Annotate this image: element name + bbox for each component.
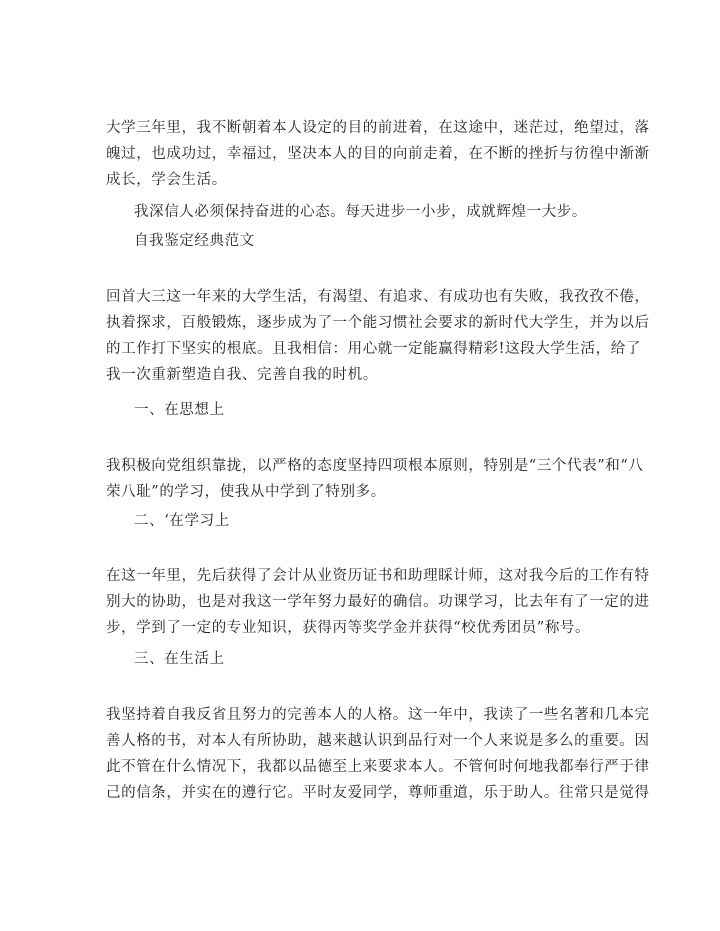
- paragraph-motto: 我深信人必须保持奋进的心态。每天进步一小步，成就辉煌一大步。: [134, 204, 587, 220]
- paragraph-intro: [106, 115, 650, 193]
- text-line: 回首大三这一年来的大学生活，有渴望、有追求、有成功也有失败，我孜孜不倦，: [106, 289, 650, 305]
- text-line: 我坚持着自我反省且努力的完善本人的人格。这一年中，我读了一些名著和几本完: [106, 707, 650, 723]
- paragraph-study: [106, 563, 650, 641]
- text-line: 魄过，也成功过，幸福过，坚决本人的目的向前走着，在不断的挫折与彷徨中渐渐: [106, 146, 650, 162]
- paragraph-life: [106, 702, 650, 806]
- text-line: 我积极向党组织靠拢，以严格的态度坚持四项根本原则，特别是“三个代表”和“八: [106, 458, 644, 474]
- text-line: 荣八耻”的学习，使我从中学到了特别多。: [106, 484, 386, 500]
- text-line: 的工作打下坚实的根底。且我相信：用心就一定能赢得精彩!这段大学生活，给了: [106, 341, 641, 357]
- text-line: 在这一年里，先后获得了会计从业资历证书和助理睬计师，这对我今后的工作有特: [106, 568, 650, 584]
- text-line: 我一次重新塑造自我、完善自我的时机。: [106, 367, 378, 383]
- document-heading: 自我鉴定经典范文: [134, 233, 255, 249]
- text-line: 别大的协助，也是对我这一学年努力最好的确信。功课学习，比去年有了一定的进: [106, 594, 650, 610]
- text-line: 善人格的书，对本人有所协助，越来越认识到品行对一个人来说是多么的重要。因: [106, 733, 650, 749]
- text-line: 大学三年里，我不断朝着本人设定的目的前进着，在这途中，迷茫过，绝望过，落: [106, 120, 650, 136]
- text-line: 此不管在什么情况下，我都以品德至上来要求本人。不管何时何地我都奉行严于律: [106, 759, 650, 775]
- text-line: 执着探求，百般锻炼，逐步成为了一个能习惯社会要求的新时代大学生，并为以后: [106, 315, 650, 331]
- text-line: 成长，学会生活。: [106, 172, 227, 188]
- text-line: 步，学到了一定的专业知识，获得丙等奖学金并获得“校优秀团员”称号。: [106, 620, 591, 636]
- section-heading-thought: 一、在思想上: [134, 402, 225, 418]
- paragraph-review: [106, 284, 650, 388]
- paragraph-thought: [106, 453, 644, 505]
- section-heading-life: 三、在生活上: [134, 651, 225, 667]
- section-heading-study: 二、‘在学习上: [134, 513, 230, 529]
- text-line: 己的信条，并实在的遵行它。平时友爱同学，尊师重道，乐于助人。往常只是觉得: [106, 785, 650, 801]
